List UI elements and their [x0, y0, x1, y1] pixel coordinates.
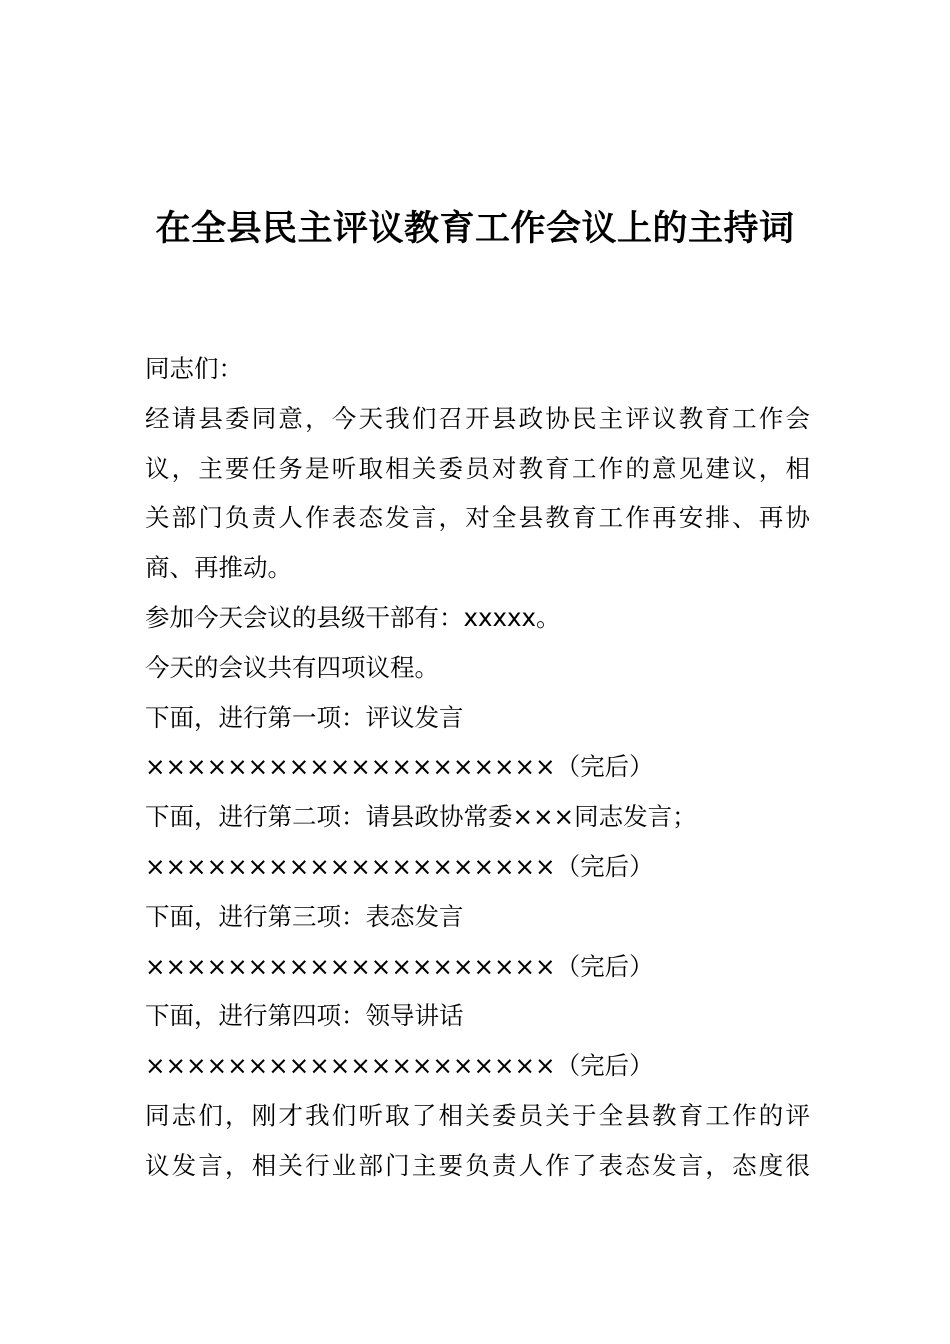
agenda-item-1: 下面，进行第一项：评议发言	[145, 702, 464, 732]
paragraph-line: 议发言，相关行业部门主要负责人作了表态发言，态度很	[145, 1150, 810, 1180]
document-title: 在全县民主评议教育工作会议上的主持词	[155, 209, 795, 249]
paragraph-line: 商、再推动。	[145, 553, 292, 583]
placeholder-line: ××××××××××××××××××××（完后）	[145, 1051, 654, 1081]
paragraph-line: 议，主要任务是听取相关委员对教育工作的意见建议，相	[145, 453, 810, 483]
agenda-intro-line: 今天的会议共有四项议程。	[145, 652, 439, 682]
attendees-line: 参加今天会议的县级干部有：xxxxx。	[145, 602, 561, 632]
paragraph-line: 经请县委同意，今天我们召开县政协民主评议教育工作会	[145, 403, 810, 433]
agenda-item-4: 下面，进行第四项：领导讲话	[145, 1001, 464, 1031]
placeholder-line: ××××××××××××××××××××（完后）	[145, 851, 654, 881]
paragraph-line: 关部门负责人作表态发言，对全县教育工作再安排、再协	[145, 503, 810, 533]
placeholder-line: ××××××××××××××××××××（完后）	[145, 951, 654, 981]
agenda-item-2: 下面，进行第二项：请县政协常委×××同志发言；	[145, 802, 697, 832]
paragraph-line: 同志们，刚才我们听取了相关委员关于全县教育工作的评	[145, 1100, 810, 1130]
document-body	[145, 344, 810, 1191]
agenda-item-3: 下面，进行第三项：表态发言	[145, 901, 464, 931]
salutation: 同志们：	[145, 354, 243, 383]
placeholder-line: ××××××××××××××××××××（完后）	[145, 752, 654, 782]
